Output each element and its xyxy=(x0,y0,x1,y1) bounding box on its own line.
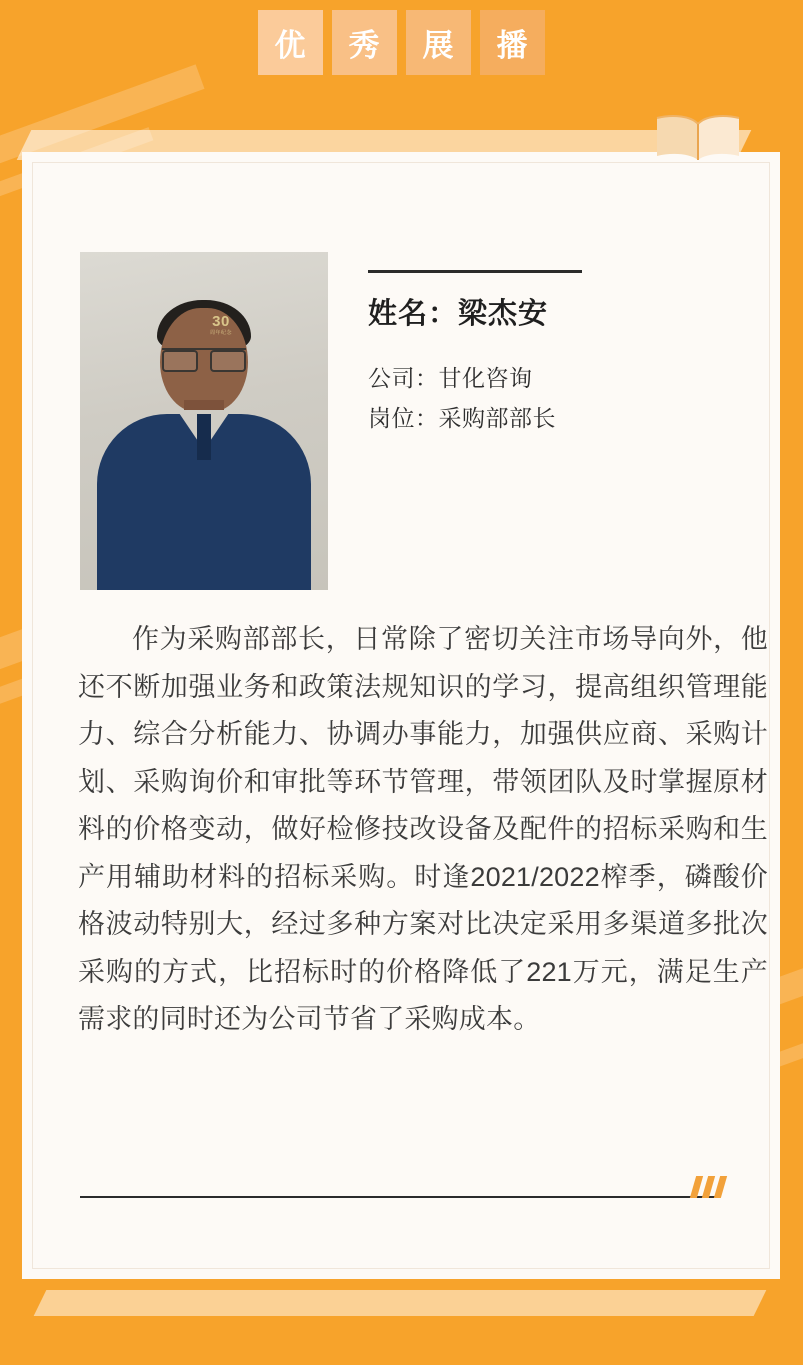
accent-mark xyxy=(702,1176,715,1198)
portrait-body xyxy=(97,414,311,590)
accent-mark xyxy=(714,1176,727,1198)
name-divider xyxy=(368,270,582,273)
glasses-icon xyxy=(162,348,246,370)
portrait-placket xyxy=(197,414,211,460)
card-accent-bottom xyxy=(34,1290,767,1316)
badge-char-4: 播 xyxy=(480,10,545,75)
content-card xyxy=(22,152,780,1279)
profile-text xyxy=(368,252,730,590)
body-paragraph: 作为采购部部长，日常除了密切关注市场导向外，他还不断加强业务和政策法规知识的学习，提高组织管理能力、综合分析能力、协调办事能力，加强供应商、采购计划、采购询价和审批等环节管理，带领团队及时掌握原材料的价格变动，做好检修技改设备及配件的招标采购和生产用辅助材料的招标采购。时逢2021/2022榨季，磷酸价格波动特别大，经过多种方案对比决定采用多渠道多批次采购的方式，比招标时的价格降低了221万元，满足生产需求的同时还为公司节省了采购成本。 xyxy=(78,624,768,1035)
open-book-icon xyxy=(651,112,745,160)
page-title: 姓名：梁杰安 xyxy=(368,298,549,330)
badge-char-1: 优 xyxy=(258,10,323,75)
footer-divider xyxy=(80,1196,720,1198)
badge-char-2: 秀 xyxy=(332,10,397,75)
avatar xyxy=(80,252,328,590)
company-line: 公司：甘化咨询 xyxy=(368,365,533,391)
accent-mark xyxy=(690,1176,703,1198)
badge-char-3: 展 xyxy=(406,10,471,75)
shirt-logo: 30 周年纪念 xyxy=(210,313,233,336)
footer-accent-marks xyxy=(693,1176,724,1198)
position-line: 岗位：采购部部长 xyxy=(368,405,556,432)
header-badge-row xyxy=(0,10,803,75)
profile-section xyxy=(80,252,730,590)
